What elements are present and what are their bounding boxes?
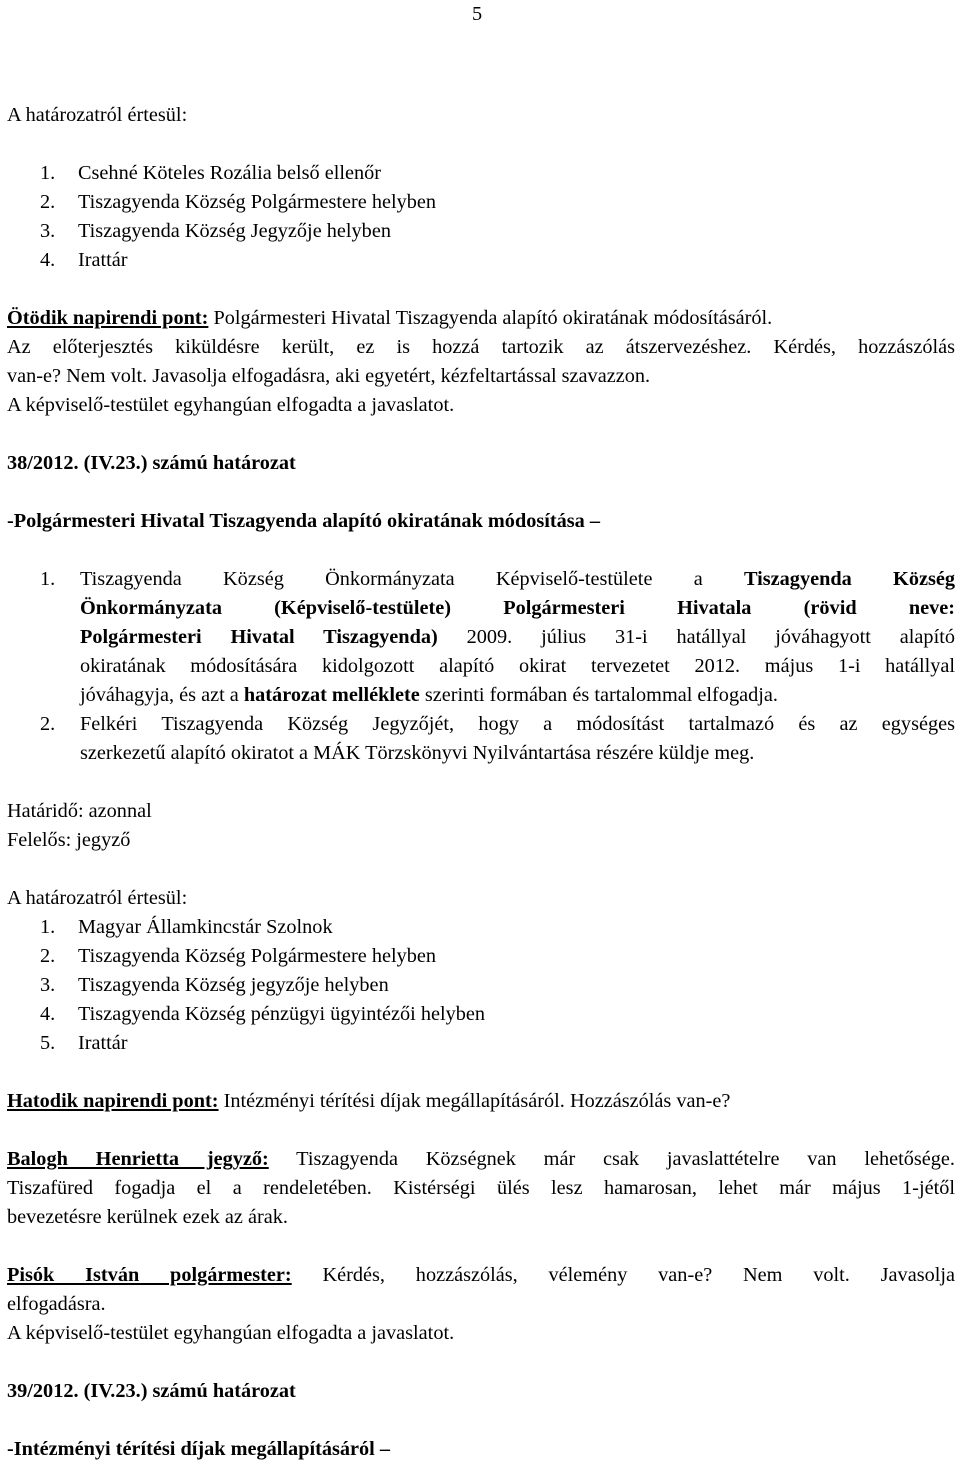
notice-heading: A határozatról értesül: (7, 104, 188, 126)
speaker-block: Pisók István polgármester: Kérdés, hozzászólás, vélemény van-e? Nem volt. Javasolja elfogadásra. A képviselő-testület egyhangúan elfogadta a javaslatot. (7, 1264, 956, 1344)
resolution-subject: -Polgármesteri Hivatal Tiszagyenda alapító okiratának módosítása – (7, 510, 601, 532)
speaker-label: Pisók István polgármester: (7, 1264, 292, 1286)
notice-item: 2. Tiszagyenda Község Polgármestere helyben (40, 945, 437, 967)
page-number: 5 (472, 3, 483, 25)
notice-item: 3. Tiszagyenda Község jegyzője helyben (40, 974, 389, 996)
speaker-label: Balogh Henrietta jegyző: (7, 1148, 269, 1170)
responsible: Felelős: jegyző (7, 829, 131, 851)
agenda-label: Hatodik napirendi pont: (7, 1090, 219, 1112)
agenda-label: Ötödik napirendi pont: (7, 307, 209, 329)
agenda-5-vote: A képviselő-testület egyhangúan elfogadta a javaslatot. (7, 394, 455, 416)
agenda-5-text: van-e? Nem volt. Javasolja elfogadásra, aki egyetért, kézfeltartással szavazzon. (7, 365, 651, 387)
agenda-item-6: Hatodik napirendi pont: Intézményi térítési díjak megállapításáról. Hozzászólás van-e? (7, 1090, 731, 1112)
notice-item: 1. Magyar Államkincstár Szolnok (40, 916, 333, 938)
deadline: Határidő: azonnal (7, 800, 152, 822)
resolution-point: 1. Tiszagyenda Község Önkormányzata Képviselő-testülete a Tiszagyenda Község Önkormányzata (Képviselő-testülete) Polgármesteri Hivatala (rövid neve: Polgármesteri Hivatal Tiszagyenda) 2009. július 31-i hatállyal jóváhagyott alapító okiratának módosítására kidolgozott alapító okirat tervezetet 2012. május 1-i hatállyal jóváhagyja, és azt a határozat melléklete szerinti formában és tartalommal elfogadja. (40, 568, 955, 706)
notice-item: 2. Tiszagyenda Község Polgármestere helyben (40, 191, 437, 213)
notice-item: 4. Irattár (40, 249, 128, 271)
notice-heading: A határozatról értesül: (7, 887, 188, 909)
speaker-block: Balogh Henrietta jegyző: Tiszagyenda Községnek már csak javaslattételre van lehetősége. Tiszafüred fogadja el a rendeletében. Kistérségi ülés lesz hamarosan, lehet már május 1-jétől bevezetésre kerülnek ezek az árak. (7, 1148, 956, 1228)
resolution-subject: -Intézményi térítési díjak megállapításáról – (7, 1438, 391, 1460)
notice-item: 3. Tiszagyenda Község Jegyzője helyben (40, 220, 391, 242)
resolution-number: 39/2012. (IV.23.) számú határozat (7, 1380, 296, 1402)
agenda-item-5: Ötödik napirendi pont: Polgármesteri Hivatal Tiszagyenda alapító okiratának módosításáról. (7, 307, 773, 329)
agenda-5-text: Az előterjesztés kiküldésre került, ez is hozzá tartozik az átszervezéshez. Kérdés, hozzászólás (7, 336, 955, 358)
notice-item: 4. Tiszagyenda Község pénzügyi ügyintézői helyben (40, 1003, 486, 1025)
notice-item: 5. Irattár (40, 1032, 128, 1054)
resolution-point: 2. Felkéri Tiszagyenda Község Jegyzőjét, hogy a módosítást tartalmazó és az egységes szerkezetű alapító okiratot a MÁK Törzskönyvi Nyilvántartása részére küldje meg. (40, 713, 955, 764)
notice-item: 1. Csehné Köteles Rozália belső ellenőr (40, 162, 382, 184)
resolution-number: 38/2012. (IV.23.) számú határozat (7, 452, 296, 474)
